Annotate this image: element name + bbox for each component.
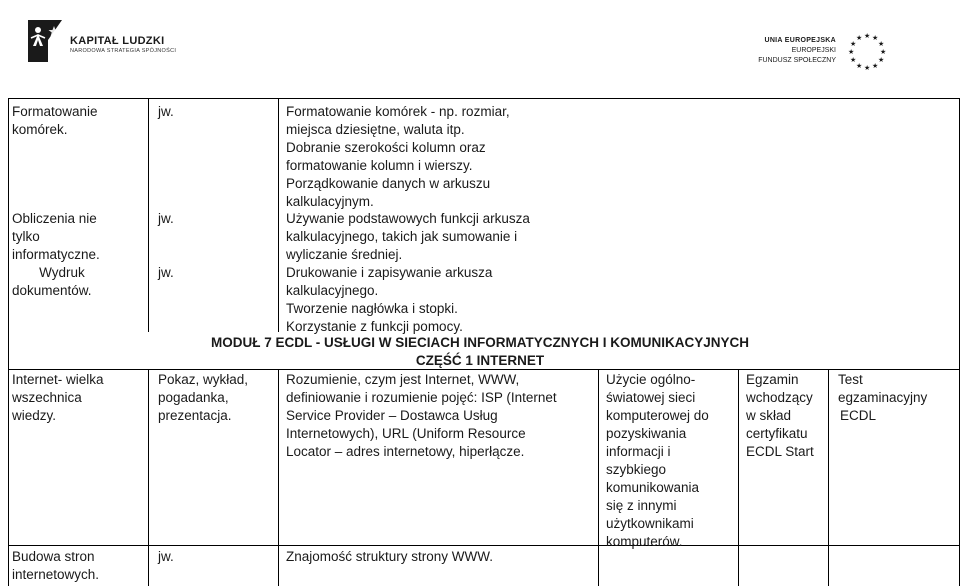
table-col-border [148,98,149,332]
svg-text:★: ★ [864,64,871,72]
content-line: wyliczanie średniej. [286,247,403,262]
table-col-border [738,369,739,586]
module-part: CZĘŚĆ 1 INTERNET [415,353,545,368]
method-cell: jw. [158,549,174,564]
table-col-border [598,369,599,586]
table-col-border [278,369,279,586]
test-cell [838,371,927,425]
topic-cell [12,548,99,584]
svg-text:★: ★ [872,34,879,42]
exam-line: certyfikatu [746,426,808,441]
goal-line: komunikowania [606,480,700,495]
left-logo-subtitle: NARODOWA STRATEGIA SPÓJNOŚCI [70,48,177,54]
svg-text:★: ★ [856,62,863,70]
svg-text:★: ★ [880,48,887,56]
test-line: Test [838,372,863,387]
content-line: Tworzenie nagłówka i stopki. [286,301,458,316]
goal-line: światowej sieci [606,390,696,405]
method-cell [158,371,248,425]
topic-line: internetowych. [12,567,100,582]
method-cell: jw. [158,211,174,226]
table-top-border [8,98,960,99]
content-line: Locator – adres internetowy, hiperłącze. [286,444,525,459]
svg-text:★: ★ [856,34,863,42]
exam-cell [746,371,814,461]
svg-text:★: ★ [850,40,857,48]
svg-text:★: ★ [872,62,879,70]
method-line: prezentacja. [158,408,232,423]
exam-line: ECDL Start [746,444,814,459]
topic-cell [12,371,104,425]
goal-line: się z innymi [606,498,677,513]
table-row-border [8,545,960,546]
exam-line: Egzamin [746,372,799,387]
eu-logo-line3: FUNDUSZ SPOŁECZNY [758,57,836,64]
topic-cell [12,103,98,139]
method-line: pogadanka, [158,390,229,405]
topic-line: informatyczne. [12,247,100,262]
content-line: Internetowych), URL (Uniform Resource [286,426,526,441]
svg-text:★: ★ [848,48,855,56]
goal-line: komputerów. [606,534,683,549]
left-logo-title: KAPITAŁ LUDZKI [70,35,165,47]
goal-line: pozyskiwania [606,426,687,441]
goal-cell [606,371,709,551]
topic-line: komórek. [12,122,68,137]
topic-line: Wydruk [39,265,85,280]
goal-line: komputerowej do [606,408,709,423]
content-line: Rozumienie, czym jest Internet, WWW, [286,372,520,387]
goal-line: użytkownikami [606,516,694,531]
topic-line: Obliczenia nie [12,211,97,226]
content-line: kalkulacyjnego, takich jak sumowanie i [286,229,518,244]
test-line: egzaminacyjny [838,390,928,405]
method-line: Pokaz, wykład, [158,372,249,387]
svg-text:★: ★ [864,32,871,40]
exam-line: wchodzący [746,390,813,405]
svg-text:★: ★ [878,56,885,64]
topic-line: wiedzy. [12,408,57,423]
topic-line: Budowa stron [12,549,95,564]
eu-logo-line1: UNIA EUROPEJSKA [764,37,836,44]
svg-text:★: ★ [878,40,885,48]
content-line: Używanie podstawowych funkcji arkusza [286,211,530,226]
topic-cell [12,210,100,264]
content-line: Service Provider – Dostawca Usług [286,408,498,423]
content-line: Porządkowanie danych w arkuszu [286,176,491,191]
content-line: Korzystanie z funkcji pomocy. [286,319,463,334]
svg-text:★: ★ [850,56,857,64]
topic-line: dokumentów. [12,283,92,298]
topic-cell [12,264,112,300]
goal-line: szybkiego [606,462,667,477]
content-line: Dobranie szerokości kolumn oraz [286,140,486,155]
content-line: definiowanie i rozumienie pojęć: ISP (Internet [286,390,557,405]
topic-line: Internet- wielka [12,372,104,387]
module-title: MODUŁ 7 ECDL - USŁUGI W SIECIACH INFORMATYCZNYCH I KOMUNIKACYJNYCH [210,335,749,350]
table-col-border [148,369,149,586]
content-cell [286,103,510,211]
content-cell [286,264,492,336]
content-line: kalkulacyjnym. [286,194,374,209]
goal-line: informacji i [606,444,671,459]
topic-line: Formatowanie [12,104,98,119]
content-line: formatowanie kolumn i wierszy. [286,158,473,173]
eu-logo-line2: EUROPEJSKI [791,47,836,54]
method-cell: jw. [158,104,174,119]
test-line: ECDL [840,408,877,423]
goal-line: Użycie ogólno- [606,372,696,387]
table-col-border [828,369,829,586]
topic-line: tylko [12,229,40,244]
table-col-border [278,98,279,332]
content-line: miejsca dziesiętne, waluta itp. [286,122,465,137]
method-cell: jw. [158,265,174,280]
exam-line: w skład [746,408,792,423]
content-line: Drukowanie i zapisywanie arkusza [286,265,493,280]
content-line: kalkulacyjnego. [286,283,379,298]
content-line: Formatowanie komórek - np. rozmiar, [286,104,510,119]
content-cell [286,371,557,461]
topic-line: wszechnica [12,390,82,405]
content-cell: Znajomość struktury strony WWW. [286,549,494,564]
content-cell [286,210,530,264]
